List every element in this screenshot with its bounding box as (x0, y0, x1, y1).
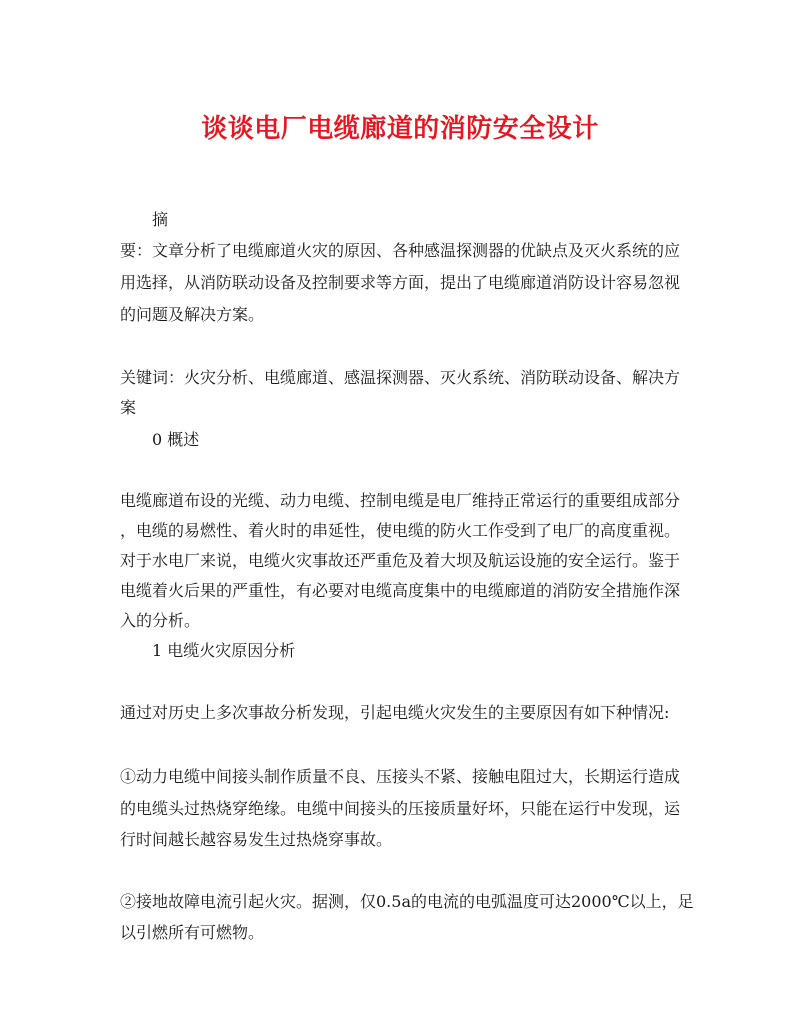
keywords-line: 案 (120, 398, 137, 417)
paragraph-line: 对于水电厂来说，电缆火灾事故还严重危及着大坝及航运设施的安全运行。鉴于 (120, 551, 681, 570)
keywords-line: 关键词：火灾分析、电缆廊道、感温探测器、灭火系统、消防联动设备、解决方 (120, 368, 681, 387)
abstract-line: 要：文章分析了电缆廊道火灾的原因、各种感温探测器的优缺点及灭火系统的应 (120, 241, 681, 260)
section-heading: 0 概述 (152, 430, 200, 449)
section-heading: 1 电缆火灾原因分析 (152, 641, 296, 660)
paragraph-line: 电缆廊道布设的光缆、动力电缆、控制电缆是电厂维持正常运行的重要组成部分 (120, 491, 681, 510)
paragraph-line: 电缆着火后果的严重性，有必要对电缆高度集中的电缆廊道的消防安全措施作深 (120, 581, 681, 600)
paragraph-line: ，电缆的易燃性、着火时的串延性，使电缆的防火工作受到了电厂的高度重视。 (120, 521, 681, 540)
paragraph-line: 通过对历史上多次事故分析发现，引起电缆火灾发生的主要原因有如下种情况: (120, 703, 670, 722)
list-item-line: 的电缆头过热烧穿绝缘。电缆中间接头的压接质量好坏，只能在运行中发现，运 (120, 799, 681, 818)
document-title: 谈谈电厂电缆廊道的消防安全设计 (201, 114, 599, 144)
list-item-line: ②接地故障电流引起火灾。据测，仅0.5a的电流的电弧温度可达2000℃以上，足 (120, 892, 694, 911)
abstract-line: 的问题及解决方案。 (120, 305, 265, 324)
abstract-heading: 摘 (152, 210, 169, 229)
list-item-line: ①动力电缆中间接头制作质量不良、压接头不紧、接触电阻过大，长期运行造成 (120, 767, 681, 786)
list-item-line: 以引燃所有可燃物。 (120, 923, 265, 942)
paragraph-line: 入的分析。 (120, 611, 201, 630)
list-item-line: 行时间越长越容易发生过热烧穿事故。 (120, 830, 393, 849)
abstract-line: 用选择，从消防联动设备及控制要求等方面，提出了电缆廊道消防设计容易忽视 (120, 273, 681, 292)
